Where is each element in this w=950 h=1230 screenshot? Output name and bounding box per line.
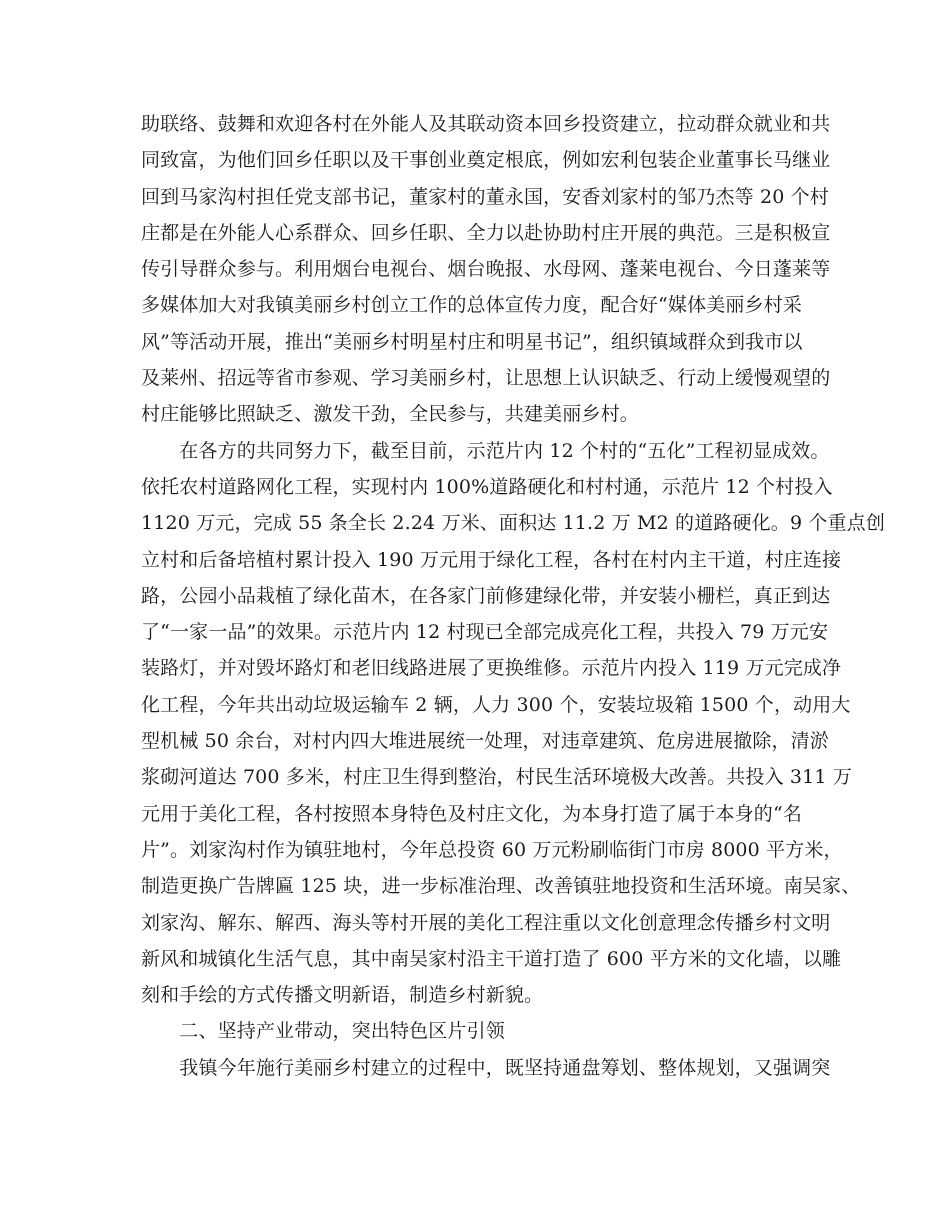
text-line-4: 庄都是在外能人心系群众、回乡任职、全力以赴协助村庄开展的典范。三是积极宣 xyxy=(141,221,831,244)
text-line-8: 及莱州、招远等省市参观、学习美丽乡村，让思想上认识缺乏、行动上缓慢观望的 xyxy=(141,367,831,390)
text-line-18: 型机械 50 余台，对村内四大堆进展统一处理，对违章建筑、危房进展撤除，清淤 xyxy=(141,730,829,753)
text-line-21: 片”。刘家沟村作为镇驻地村，今年总投资 60 万元粉刷临街门市房 8000 平方米， xyxy=(141,838,843,861)
text-line-2: 同致富，为他们回乡任职以及干事创业奠定根底，例如宏利包装企业董事长马继业 xyxy=(141,149,831,172)
text-line-14: 路，公园小品栽植了绿化苗木，在各家门前修建绿化带，并安装小栅栏，真正到达 xyxy=(141,584,831,607)
text-line-24: 新风和城镇化生活气息，其中南吴家村沿主干道打造了 600 平方米的文化墙，以雕 xyxy=(141,947,842,970)
text-line-5: 传引导群众参与。利用烟台电视台、烟台晚报、水母网、蓬莱电视台、今日蓬莱等 xyxy=(141,258,831,281)
text-line-20: 元用于美化工程，各村按照本身特色及村庄文化，为本身打造了属于本身的“名 xyxy=(141,802,802,825)
text-line-22: 制造更换广告牌匾 125 块，进一步标准治理、改善镇驻地投资和生活环境。南吴家、 xyxy=(141,875,861,898)
text-line-6: 多媒体加大对我镇美丽乡村创立工作的总体宣传力度，配合好“媒体美丽乡村采 xyxy=(141,294,802,317)
text-line-17: 化工程，今年共出动垃圾运输车 2 辆，人力 300 个，安装垃圾箱 1500 个，动用大 xyxy=(141,693,851,716)
text-line-23: 刘家沟、解东、解西、海头等村开展的美化工程注重以文化创意理念传播乡村文明 xyxy=(141,911,831,934)
text-line-7: 风”等活动开展，推出“美丽乡村明星村庄和明星书记”，组织镇域群众到我市以 xyxy=(141,330,803,353)
text-line-12: 1120 万元，完成 55 条全长 2.24 万米、面积达 11.2 万 M2 的道路硬化。9 个重点创 xyxy=(141,512,885,535)
text-line-3: 回到马家沟村担任党支部书记，董家村的董永国，安香刘家村的邹乃杰等 20 个村 xyxy=(141,185,829,208)
text-line-10: 在各方的共同努力下，截至目前，示范片内 12 个村的“五化”工程初显成效。 xyxy=(141,439,830,462)
text-line-25: 刻和手绘的方式传播文明新语，制造乡村新貌。 xyxy=(141,984,544,1007)
text-line-11: 依托农村道路网化工程，实现村内 100%道路硬化和村村通，示范片 12 个村投入 xyxy=(141,475,833,498)
text-line-13: 立村和后备培植村累计投入 190 万元用于绿化工程，各村在村内主干道，村庄连接 xyxy=(141,548,842,571)
text-line-27: 我镇今年施行美丽乡村建立的过程中，既坚持通盘筹划、整体规划，又强调突 xyxy=(141,1056,831,1079)
text-line-9: 村庄能够比照缺乏、激发干劲，全民参与，共建美丽乡村。 xyxy=(141,403,639,426)
body-text xyxy=(141,106,885,1086)
text-line-1: 助联络、鼓舞和欢迎各村在外能人及其联动资本回乡投资建立，拉动群众就业和共 xyxy=(141,113,831,135)
text-line-16: 装路灯，并对毁坏路灯和老旧线路进展了更换维修。示范片内投入 119 万元完成净 xyxy=(141,657,842,680)
text-line-19: 浆砌河道达 700 多米，村庄卫生得到整治，村民生活环境极大改善。共投入 311 万 xyxy=(141,766,852,789)
section-heading: 二、坚持产业带动，突出特色区片引领 xyxy=(141,1020,505,1043)
text-line-15: 了“一家一品”的效果。示范片内 12 村现已全部完成亮化工程，共投入 79 万元安 xyxy=(141,621,829,644)
